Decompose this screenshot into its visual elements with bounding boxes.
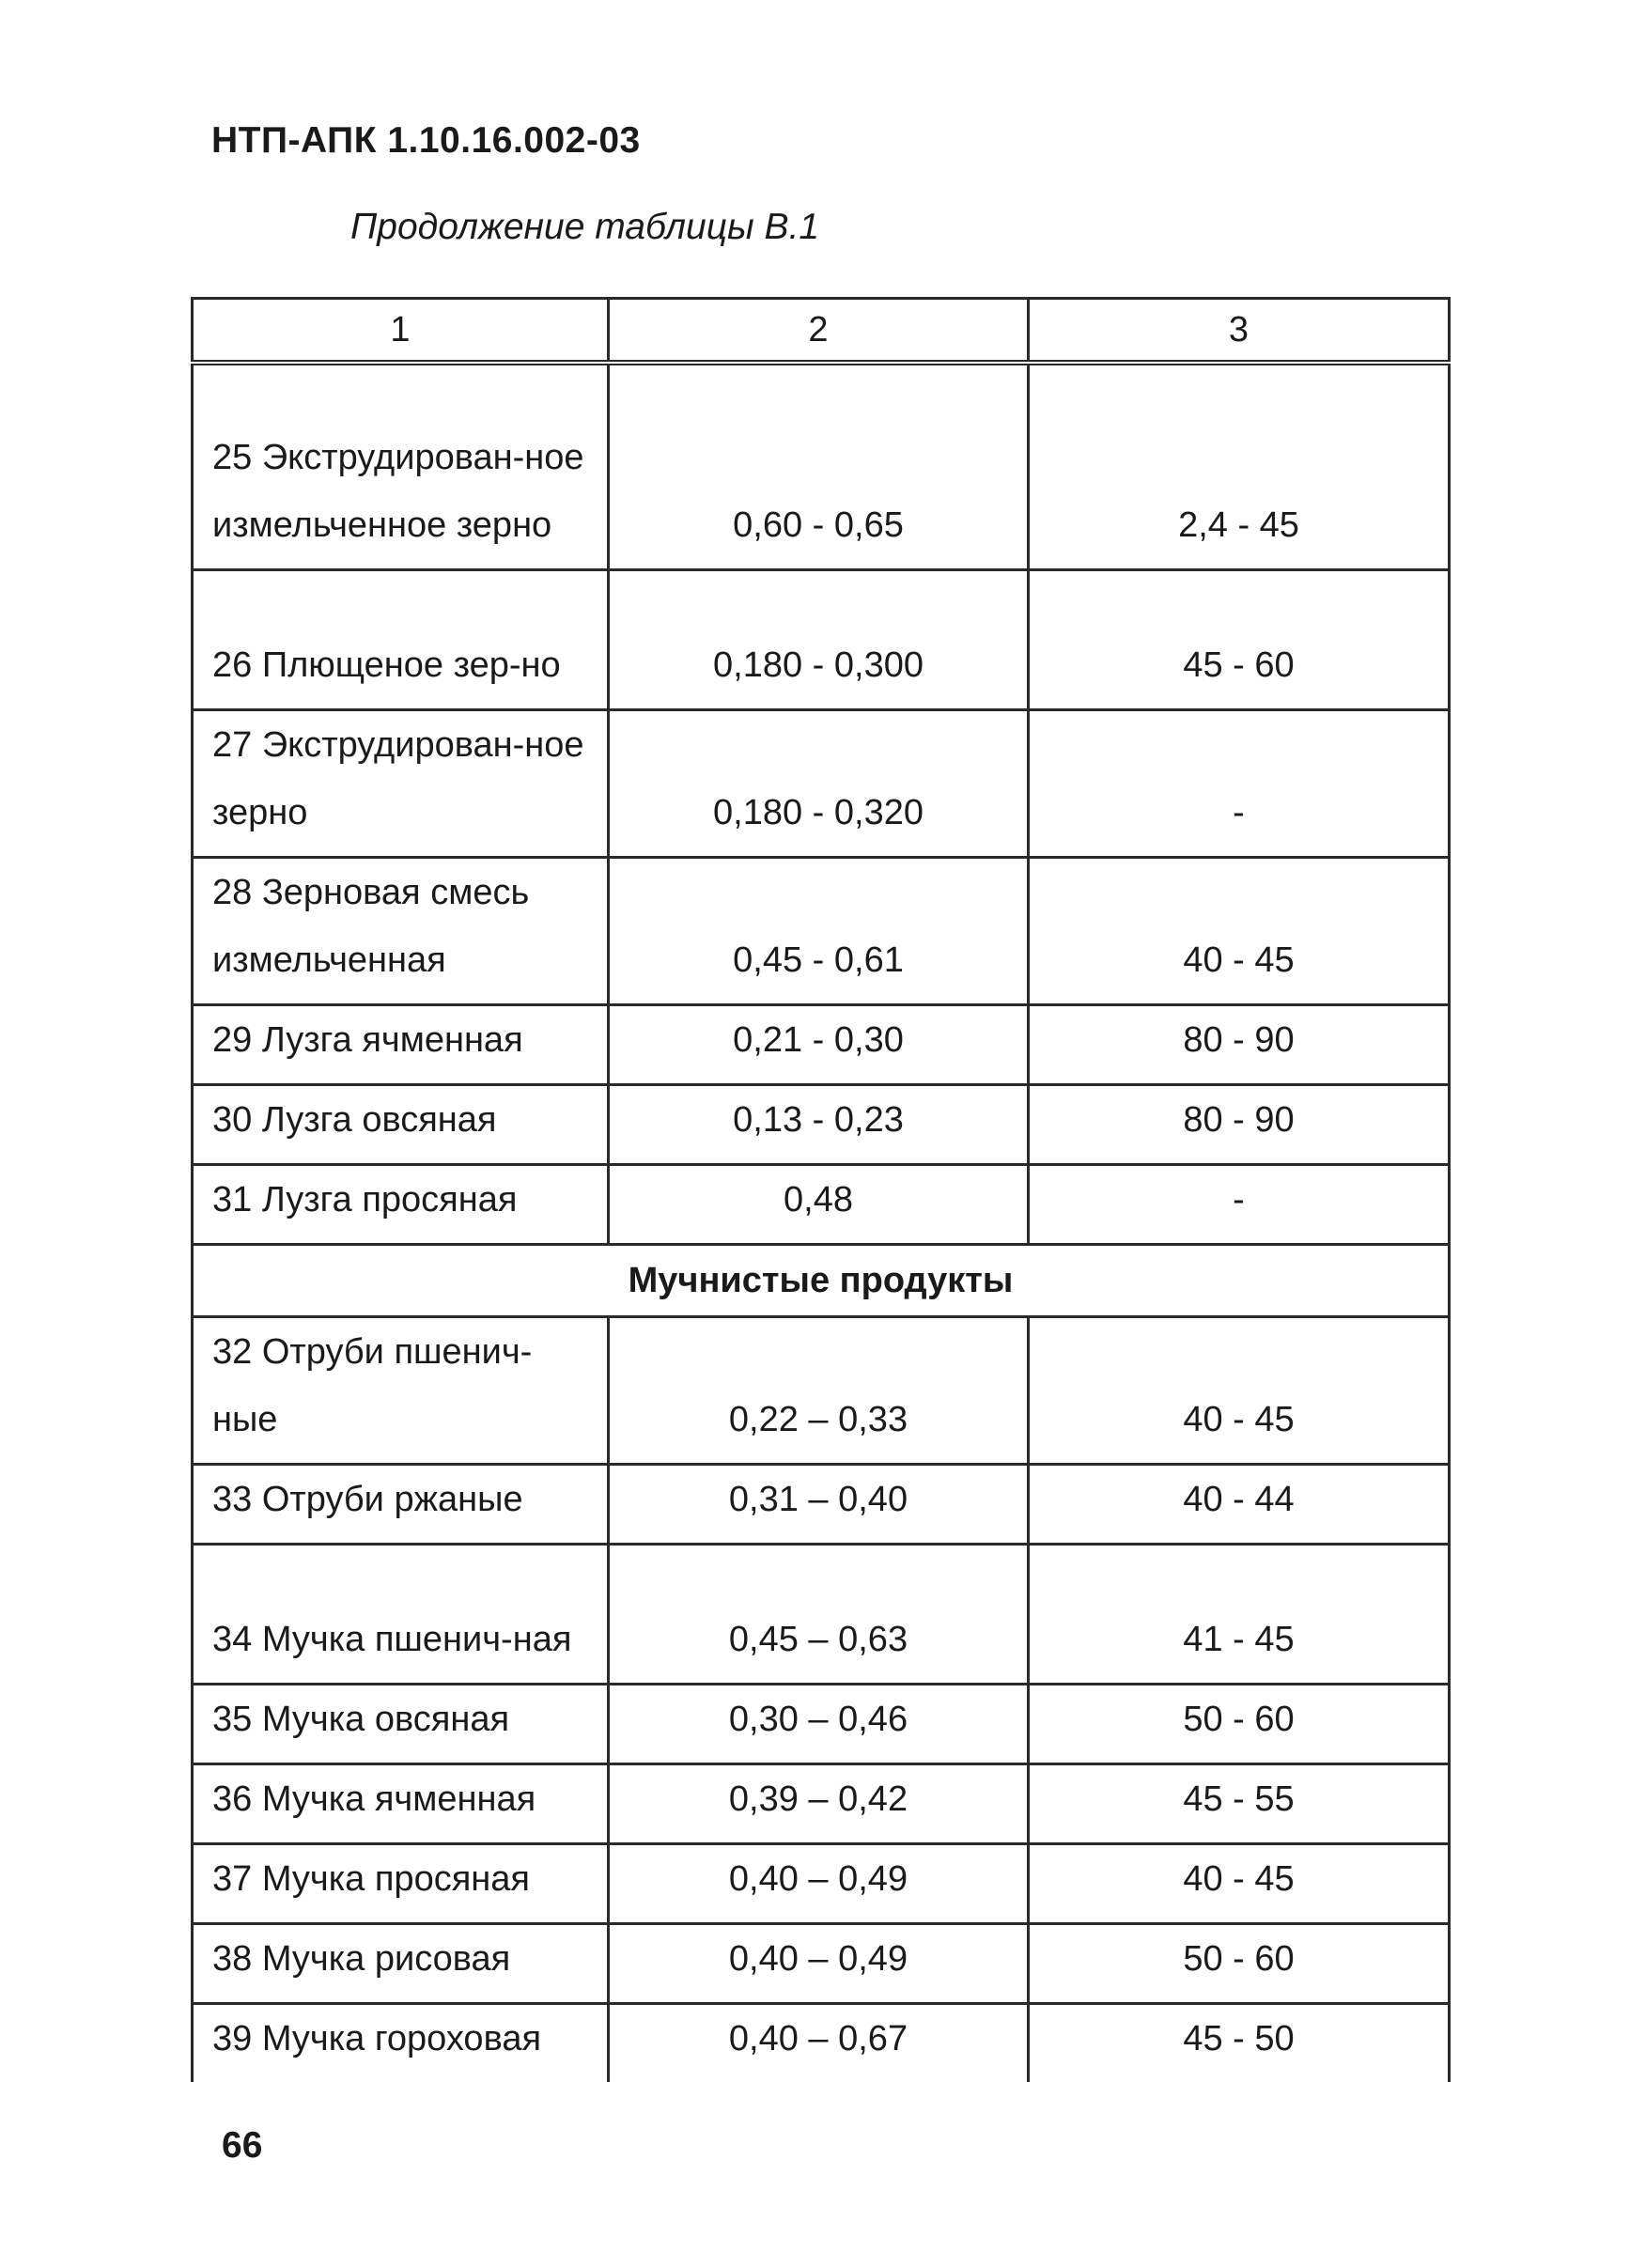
- value-cell: 0,13 - 0,23: [609, 1085, 1029, 1165]
- table-row: [193, 710, 1450, 858]
- value-cell: 41 - 45: [1029, 1545, 1450, 1685]
- value-cell: 40 - 44: [1029, 1465, 1450, 1545]
- column-header-2: 2: [609, 299, 1029, 364]
- value-cell: 80 - 90: [1029, 1005, 1450, 1085]
- value-cell: 80 - 90: [1029, 1085, 1450, 1165]
- value-cell: 0,45 – 0,63: [609, 1545, 1029, 1685]
- product-name-cell: 39 Мучка гороховая: [193, 2004, 609, 2083]
- table-row: [193, 1165, 1450, 1245]
- value-cell: 0,48: [609, 1165, 1029, 1245]
- product-name-cell: 37 Мучка просяная: [193, 1844, 609, 1924]
- product-name-cell: 27 Экструдирован-ное зерно: [193, 710, 609, 858]
- value-cell: 0,40 – 0,49: [609, 1844, 1029, 1924]
- value-cell: 0,40 – 0,67: [609, 2004, 1029, 2083]
- column-header-1: 1: [193, 299, 609, 364]
- value-cell: 2,4 - 45: [1029, 363, 1450, 570]
- product-name-cell: 28 Зерновая смесь измельченная: [193, 858, 609, 1005]
- value-cell: 0,180 - 0,320: [609, 710, 1029, 858]
- table-row: [193, 1085, 1450, 1165]
- table-row: [193, 1545, 1450, 1685]
- table-row: [193, 1317, 1450, 1465]
- table-row: [193, 1764, 1450, 1844]
- value-cell: 40 - 45: [1029, 858, 1450, 1005]
- table-row: [193, 2004, 1450, 2083]
- table-row: [193, 1844, 1450, 1924]
- table-row: [193, 1005, 1450, 1085]
- value-cell: 0,21 - 0,30: [609, 1005, 1029, 1085]
- value-cell: 0,22 – 0,33: [609, 1317, 1029, 1465]
- value-cell: -: [1029, 710, 1450, 858]
- value-cell: 0,39 – 0,42: [609, 1764, 1029, 1844]
- value-cell: 0,31 – 0,40: [609, 1465, 1029, 1545]
- data-table: [191, 297, 1451, 2082]
- table-caption: Продолжение таблицы В.1: [350, 207, 820, 247]
- value-cell: 40 - 45: [1029, 1317, 1450, 1465]
- document-code: НТП-АПК 1.10.16.002-03: [211, 120, 641, 161]
- value-cell: 50 - 60: [1029, 1924, 1450, 2004]
- table-row: [193, 363, 1450, 570]
- value-cell: 40 - 45: [1029, 1844, 1450, 1924]
- product-name-cell: 34 Мучка пшенич-ная: [193, 1545, 609, 1685]
- product-name-cell: 26 Плющеное зер-но: [193, 570, 609, 710]
- value-cell: 0,40 – 0,49: [609, 1924, 1029, 2004]
- page-number: 66: [222, 2125, 263, 2166]
- product-name-cell: 32 Отруби пшенич-ные: [193, 1317, 609, 1465]
- value-cell: -: [1029, 1165, 1450, 1245]
- table-row: [193, 1465, 1450, 1545]
- table-row: [193, 570, 1450, 710]
- product-name-cell: 31 Лузга просяная: [193, 1165, 609, 1245]
- column-header-3: 3: [1029, 299, 1450, 364]
- value-cell: 0,60 - 0,65: [609, 363, 1029, 570]
- section-title: Мучнистые продукты: [193, 1245, 1450, 1317]
- value-cell: 50 - 60: [1029, 1685, 1450, 1764]
- table-row: [193, 1685, 1450, 1764]
- product-name-cell: 25 Экструдирован-ное измельченное зерно: [193, 363, 609, 570]
- value-cell: 0,45 - 0,61: [609, 858, 1029, 1005]
- table-row: [193, 1924, 1450, 2004]
- value-cell: 0,180 - 0,300: [609, 570, 1029, 710]
- product-name-cell: 35 Мучка овсяная: [193, 1685, 609, 1764]
- product-name-cell: 30 Лузга овсяная: [193, 1085, 609, 1165]
- section-header-row: [193, 1245, 1450, 1317]
- product-name-cell: 36 Мучка ячменная: [193, 1764, 609, 1844]
- value-cell: 45 - 60: [1029, 570, 1450, 710]
- product-name-cell: 38 Мучка рисовая: [193, 1924, 609, 2004]
- value-cell: 45 - 55: [1029, 1764, 1450, 1844]
- value-cell: 0,30 – 0,46: [609, 1685, 1029, 1764]
- table-row: [193, 858, 1450, 1005]
- product-name-cell: 33 Отруби ржаные: [193, 1465, 609, 1545]
- product-name-cell: 29 Лузга ячменная: [193, 1005, 609, 1085]
- value-cell: 45 - 50: [1029, 2004, 1450, 2083]
- table-header-row: [193, 299, 1450, 364]
